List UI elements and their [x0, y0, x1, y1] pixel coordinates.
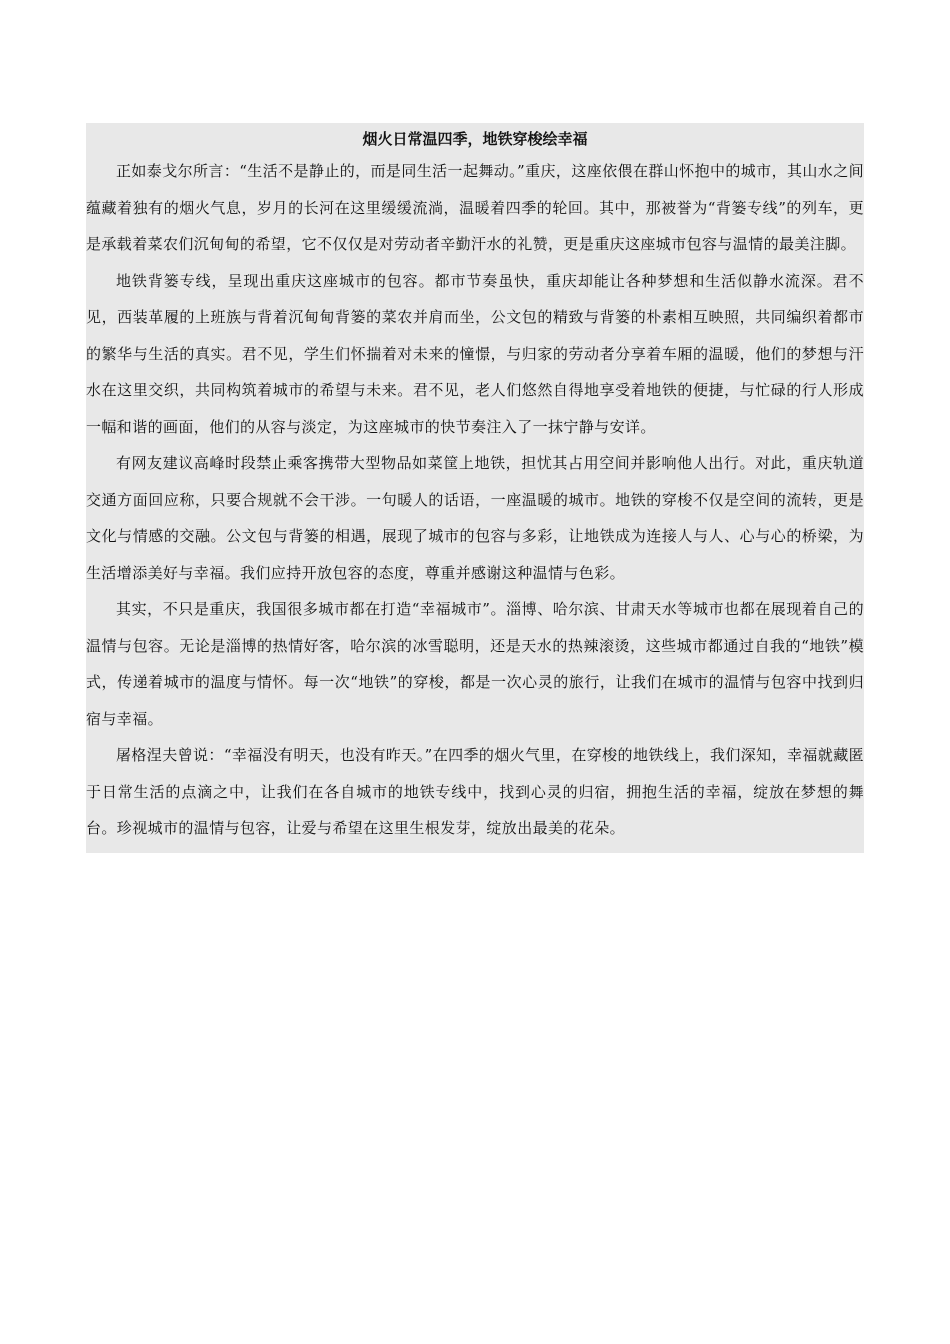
article-block — [86, 123, 864, 853]
paragraph-4: 其实，不只是重庆，我国很多城市都在打造“幸福城市”。淄博、哈尔滨、甘肃天水等城市也都在展现着自己的温情与包容。无论是淄博的热情好客，哈尔滨的冰雪聪明，还是天水的热辣滚烫，这些城市都通过自我的“地铁”模式，传递着城市的温度与情怀。每一次“地铁”的穿梭，都是一次心灵的旅行，让我们在城市的温情与包容中找到归宿与幸福。 — [86, 600, 864, 728]
paragraph-5: 屠格涅夫曾说：“幸福没有明天，也没有昨天。”在四季的烟火气里，在穿梭的地铁线上，我们深知，幸福就藏匿于日常生活的点滴之中，让我们在各自城市的地铁专线中，找到心灵的归宿，拥抱生活的幸福，绽放在梦想的舞台。珍视城市的温情与包容，让爱与希望在这里生根发芽，绽放出最美的花朵。 — [86, 746, 864, 837]
paragraph-3: 有网友建议高峰时段禁止乘客携带大型物品如菜筐上地铁，担忧其占用空间并影响他人出行。对此，重庆轨道交通方面回应称，只要合规就不会干涉。一句暖人的话语，一座温暖的城市。地铁的穿梭不仅是空间的流转，更是文化与情感的交融。公文包与背篓的相遇，展现了城市的包容与多彩，让地铁成为连接人与人、心与心的桥梁，为生活增添美好与幸福。我们应持开放包容的态度，尊重并感谢这种温情与色彩。 — [86, 454, 864, 582]
article-title: 烟火日常温四季，地铁穿梭绘幸福 — [362, 130, 588, 148]
paragraph-2: 地铁背篓专线，呈现出重庆这座城市的包容。都市节奏虽快，重庆却能让各种梦想和生活似静水流深。君不见，西装革履的上班族与背着沉甸甸背篓的菜农并肩而坐，公文包的精致与背篓的朴素相互映照，共同编织着都市的繁华与生活的真实。君不见，学生们怀揣着对未来的憧憬，与归家的劳动者分享着车厢的温暖，他们的梦想与汗水在这里交织，共同构筑着城市的希望与未来。君不见，老人们悠然自得地享受着地铁的便捷，与忙碌的行人形成一幅和谐的画面，他们的从容与淡定，为这座城市的快节奏注入了一抹宁静与安详。 — [86, 271, 864, 436]
paragraph-1: 正如泰戈尔所言：“生活不是静止的，而是同生活一起舞动。”重庆，这座依偎在群山怀抱中的城市，其山水之间蕴藏着独有的烟火气息，岁月的长河在这里缓缓流淌，温暖着四季的轮回。其中，那被誉为“背篓专线”的列车，更是承载着菜农们沉甸甸的希望，它不仅仅是对劳动者辛勤汗水的礼赞，更是重庆这座城市包容与温情的最美注脚。 — [86, 162, 864, 253]
